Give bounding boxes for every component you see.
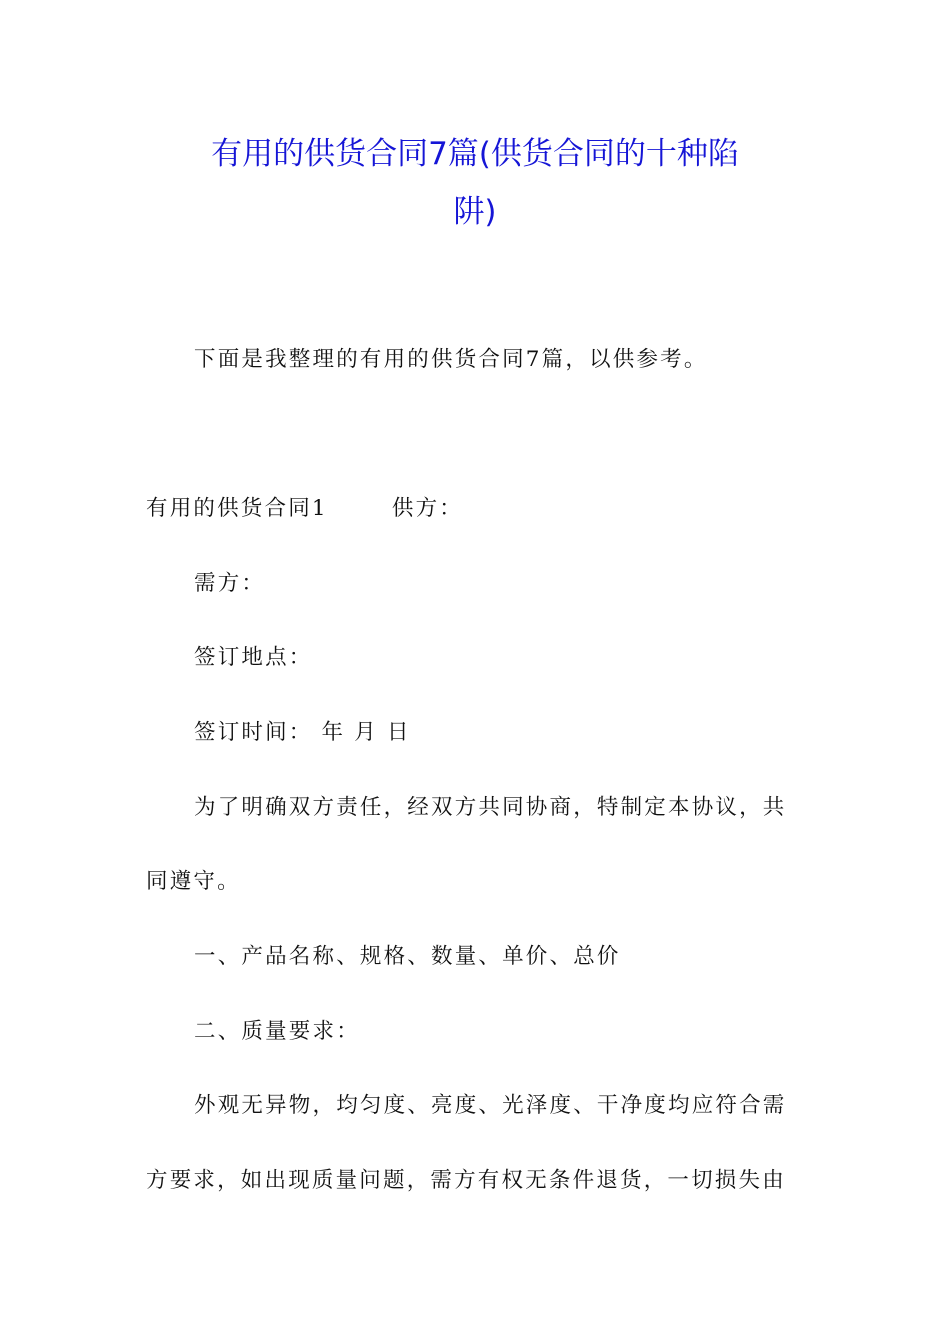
purpose-paragraph-line-1: 为了明确双方责任，经双方共同协商，特制定本协议，共 xyxy=(194,795,787,820)
section-2-heading: 二、质量要求： xyxy=(194,1019,360,1044)
title-line-2: 阱) xyxy=(453,194,497,230)
contract-heading-line xyxy=(146,494,806,524)
section-1-heading: 一、产品名称、规格、数量、单价、总价 xyxy=(194,944,621,969)
quality-paragraph-line-2: 方要求，如出现质量问题，需方有权无条件退货，一切损失由 xyxy=(146,1168,786,1193)
signing-place-label: 签订地点： xyxy=(194,645,313,670)
contract-heading: 有用的供货合同1 xyxy=(146,496,328,521)
quality-paragraph-line-1: 外观无异物，均匀度、亮度、光泽度、干净度均应符合需 xyxy=(194,1093,787,1118)
document-title xyxy=(120,125,830,241)
signing-time-label: 签订时间： 年 月 日 xyxy=(194,720,411,745)
title-line-1: 有用的供货合同7篇(供货合同的十种陷 xyxy=(211,136,739,172)
intro-paragraph: 下面是我整理的有用的供货合同7篇，以供参考。 xyxy=(194,347,708,372)
supplier-label: 供方： xyxy=(391,496,463,521)
buyer-label: 需方： xyxy=(194,571,266,596)
purpose-paragraph-line-2: 同遵守。 xyxy=(146,869,241,894)
